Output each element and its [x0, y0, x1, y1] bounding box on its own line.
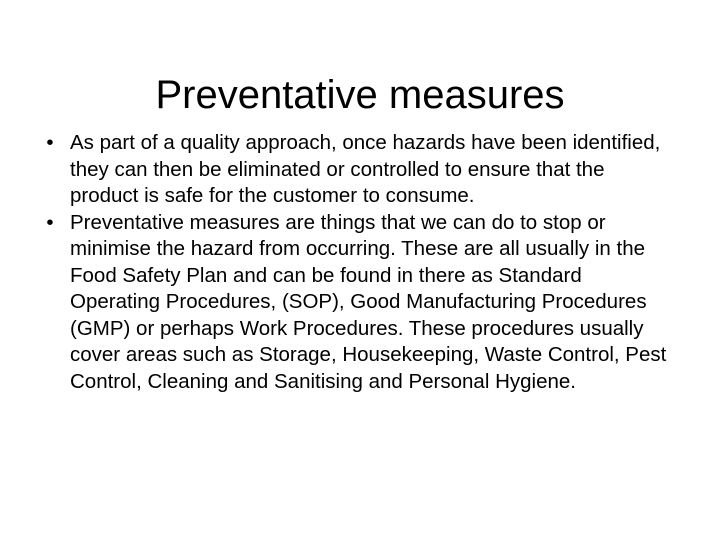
- bullet-item-2: [46, 210, 670, 396]
- bullet-dot-icon: •: [46, 210, 54, 234]
- bullet-dot-icon: •: [46, 131, 54, 154]
- bullet-list: [46, 130, 670, 395]
- bullet-item-1: [46, 130, 670, 210]
- slide-title: Preventative measures: [155, 72, 565, 117]
- bullet-text-2: Preventative measures are things that we can do to stop or minimise the hazard from occurring. These are all usually in the Food Safety Plan and can be found in there as Standard Operating Procedures, (SOP), Good Manufacturing Procedures (GMP) or perhaps Work Procedures. These procedures usually cover areas such as Storage, Housekeeping, Waste Control, Pest Control, Cleaning and Sanitising and Personal Hygiene.: [70, 210, 667, 393]
- bullet-text-1: As part of a quality approach, once hazards have been identified, they can then be eliminated or controlled to ensure that the product is safe for the customer to consume.: [70, 131, 661, 207]
